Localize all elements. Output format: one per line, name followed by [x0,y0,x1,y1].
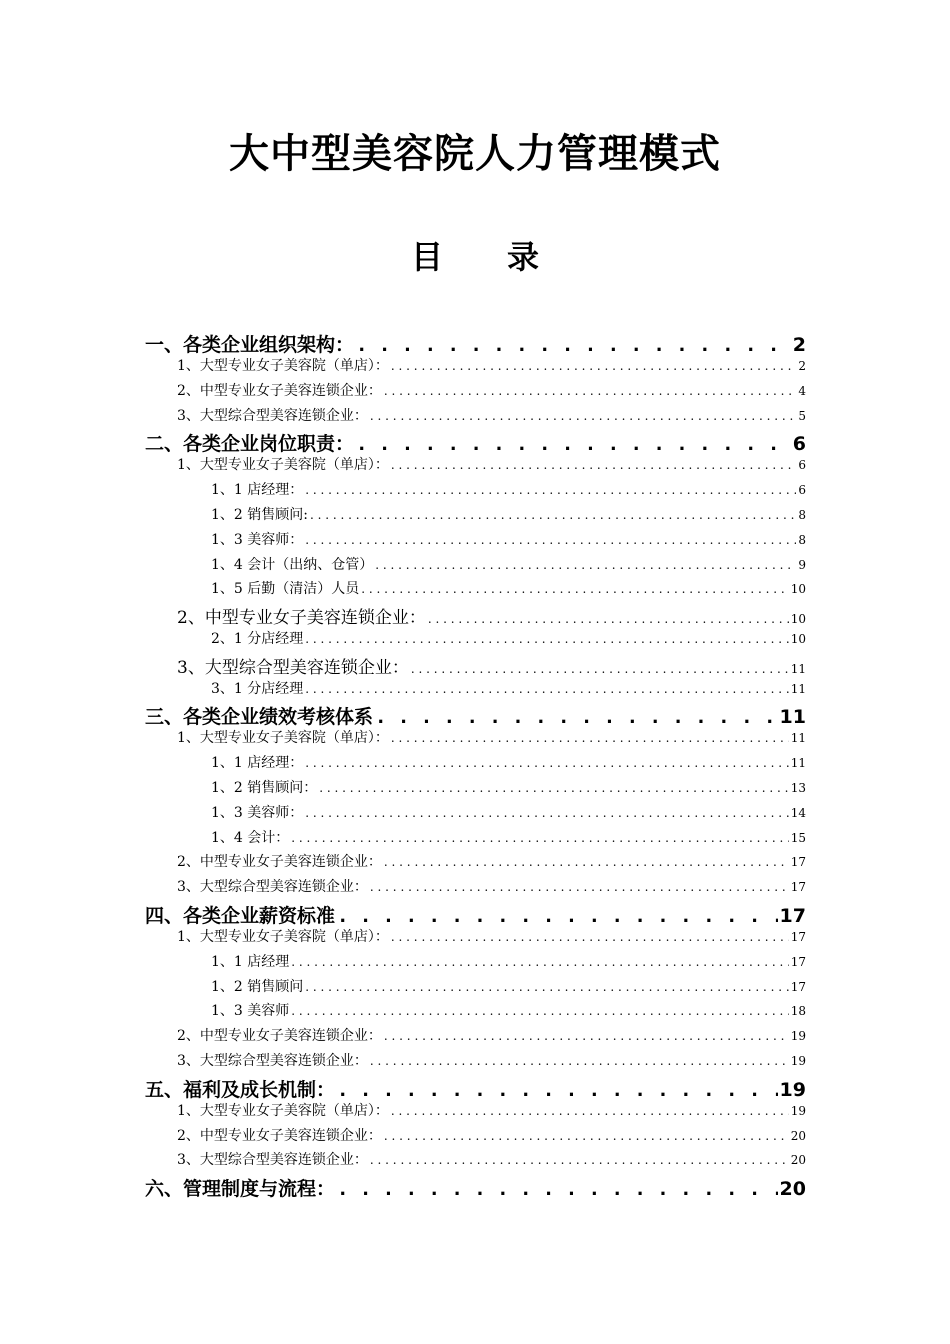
toc-entry-page-number: 6 [798,458,806,473]
toc-entry-label: 1、1 店经理 [211,953,290,970]
toc-entry-label: 2、中型专业女子美容连锁企业： [177,1127,382,1144]
toc-subsection-entry[interactable] [145,1000,806,1025]
toc-entry-label: 1、大型专业女子美容院（单店）： [177,928,389,945]
toc-entry-page-number: 6 [792,433,806,455]
toc-dot-leader [384,384,796,398]
toc-dot-leader [337,1079,778,1100]
toc-subsection-entry[interactable] [145,653,806,678]
toc-dot-leader [305,483,796,497]
toc-dot-leader [356,334,791,355]
toc-entry-page-number: 6 [798,483,806,498]
toc-entry-label: 1、3 美容师 [211,1003,290,1020]
toc-section-entry[interactable] [145,901,806,926]
toc-entry-page-number: 4 [798,383,806,398]
toc-subsection-entry[interactable] [145,355,806,380]
toc-section-entry[interactable] [145,429,806,454]
toc-entry-page-number: 11 [790,681,806,696]
toc-subsection-entry[interactable] [145,827,806,852]
toc-entry-label: 六、管理制度与流程： [145,1178,336,1200]
toc-entry-page-number: 19 [779,1078,806,1100]
toc-entry-page-number: 17 [790,855,806,870]
toc-subsection-entry[interactable] [145,578,806,603]
toc-entry-page-number: 8 [798,532,806,547]
toc-entry-page-number: 20 [790,1153,806,1168]
toc-entry-label: 1、2 销售顾问: [211,506,308,523]
toc-entry-page-number: 17 [790,979,806,994]
toc-dot-leader [375,706,778,727]
toc-subsection-entry[interactable] [145,926,806,951]
toc-dot-leader [305,533,796,547]
toc-entry-page-number: 19 [790,1053,806,1068]
toc-dot-leader [384,1129,789,1143]
toc-entry-label: 1、2 销售顾问 [211,978,304,995]
toc-subsection-entry[interactable] [145,405,806,430]
toc-section-entry[interactable] [145,330,806,355]
toc-subsection-entry[interactable] [145,976,806,1001]
toc-entry-page-number: 14 [790,805,806,820]
toc-dot-leader [310,508,796,522]
toc-dot-leader [391,731,789,745]
toc-entry-page-number: 13 [790,780,806,795]
toc-entry-label: 一、各类企业组织架构： [145,334,355,355]
toc-entry-label: 2、中型专业女子美容连锁企业： [177,1028,382,1045]
toc-entry-page-number: 20 [790,1128,806,1143]
toc-entry-label: 3、大型综合型美容连锁企业： [177,1152,368,1169]
toc-entry-label: 1、1 店经理： [211,755,304,772]
toc-entry-label: 1、5 后勤（清洁）人员 [211,581,360,598]
toc-entry-label: 五、福利及成长机制： [145,1078,336,1100]
table-of-contents [145,330,806,1199]
toc-entry-label: 3、大型综合型美容连锁企业： [177,879,368,896]
toc-dot-leader [375,558,796,572]
toc-subsection-entry[interactable] [145,851,806,876]
toc-subsection-entry[interactable] [145,554,806,579]
toc-dot-leader [384,855,789,869]
toc-dot-leader [391,359,796,373]
toc-entry-label: 3、大型综合型美容连锁企业： [177,407,368,424]
toc-dot-leader [305,632,788,646]
toc-dot-leader [356,433,791,454]
toc-dot-leader [305,682,788,696]
toc-entry-page-number: 19 [790,1103,806,1118]
toc-subsection-entry[interactable] [145,1125,806,1150]
toc-entry-label: 1、4 会计（出纳、仓管） [211,556,374,573]
toc-subsection-entry[interactable] [145,454,806,479]
document-title: 大中型美容院人力管理模式 [229,131,721,177]
toc-entry-label: 四、各类企业薪资标准 [145,904,336,926]
toc-entry-label: 1、4 会计： [211,829,290,846]
toc-dot-leader [384,1029,789,1043]
toc-subsection-entry[interactable] [145,777,806,802]
toc-entry-page-number: 10 [790,612,806,627]
toc-dot-leader [319,781,788,795]
toc-subsection-entry[interactable] [145,529,806,554]
toc-entry-page-number: 5 [798,408,806,423]
toc-subsection-entry[interactable] [145,1149,806,1174]
toc-dot-leader [411,662,789,676]
toc-section-entry[interactable] [145,1174,806,1199]
toc-dot-leader [391,1104,789,1118]
toc-subsection-entry[interactable] [145,802,806,827]
toc-dot-leader [337,1178,778,1199]
toc-dot-leader [305,806,788,820]
toc-entry-page-number: 10 [790,582,806,597]
toc-entry-page-number: 17 [790,929,806,944]
toc-entry-page-number: 19 [790,1029,806,1044]
toc-dot-leader [428,612,789,626]
toc-section-entry[interactable] [145,702,806,727]
toc-entry-label: 1、1 店经理： [211,482,304,499]
toc-subsection-entry[interactable] [145,1100,806,1125]
toc-entry-page-number: 11 [790,661,806,676]
toc-entry-label: 2、中型专业女子美容连锁企业： [177,608,426,628]
toc-dot-leader [391,458,796,472]
toc-entry-page-number: 9 [798,557,806,572]
toc-entry-label: 3、大型综合型美容连锁企业： [177,657,409,678]
toc-dot-leader [337,905,778,926]
toc-entry-label: 3、大型综合型美容连锁企业： [177,1052,368,1069]
toc-entry-page-number: 8 [798,507,806,522]
toc-dot-leader [370,1054,789,1068]
toc-subsection-entry[interactable] [145,1025,806,1050]
toc-entry-page-number: 17 [779,904,806,926]
toc-heading: 目 录 [410,238,539,276]
toc-dot-leader [291,955,788,969]
toc-entry-label: 1、大型专业女子美容院（单店）： [177,1102,389,1119]
toc-entry-page-number: 10 [790,631,806,646]
toc-dot-leader [291,831,788,845]
toc-dot-leader [305,756,788,770]
toc-subsection-entry[interactable] [145,951,806,976]
toc-subsection-entry[interactable] [145,628,806,653]
toc-subsection-entry[interactable] [145,479,806,504]
toc-entry-page-number: 11 [790,731,806,746]
toc-subsection-entry[interactable] [145,876,806,901]
toc-entry-page-number: 18 [790,1004,806,1019]
toc-dot-leader [361,582,788,596]
toc-dot-leader [391,930,789,944]
toc-dot-leader [305,980,788,994]
toc-entry-page-number: 15 [790,830,806,845]
toc-entry-label: 三、各类企业绩效考核体系 [145,706,374,728]
toc-subsection-entry[interactable] [145,380,806,405]
toc-entry-label: 2、中型专业女子美容连锁企业： [177,854,382,871]
toc-entry-page-number: 17 [790,880,806,895]
toc-subsection-entry[interactable] [145,727,806,752]
toc-entry-page-number: 2 [792,334,806,355]
toc-entry-label: 2、1 分店经理 [211,630,304,647]
toc-entry-label: 1、大型专业女子美容院（单店）： [177,457,389,474]
toc-subsection-entry[interactable] [145,504,806,529]
toc-subsection-entry[interactable] [145,603,806,628]
toc-subsection-entry[interactable] [145,752,806,777]
toc-entry-page-number: 11 [779,706,806,728]
toc-subsection-entry[interactable] [145,678,806,703]
toc-entry-label: 1、2 销售顾问： [211,779,318,796]
toc-entry-label: 1、3 美容师： [211,804,304,821]
toc-dot-leader [370,409,796,423]
toc-entry-label: 二、各类企业岗位职责： [145,433,355,455]
toc-dot-leader [291,1004,788,1018]
toc-entry-label: 3、1 分店经理 [211,680,304,697]
toc-entry-page-number: 2 [798,359,806,373]
toc-entry-label: 1、大型专业女子美容院（单店）： [177,730,389,747]
toc-dot-leader [370,880,789,894]
toc-entry-page-number: 20 [779,1178,806,1200]
toc-entry-page-number: 17 [790,954,806,969]
toc-entry-label: 1、3 美容师： [211,531,304,548]
toc-section-entry[interactable] [145,1075,806,1100]
toc-subsection-entry[interactable] [145,1050,806,1075]
toc-dot-leader [370,1153,789,1167]
toc-entry-label: 2、中型专业女子美容连锁企业： [177,382,382,399]
toc-entry-page-number: 11 [790,756,806,771]
toc-entry-label: 1、大型专业女子美容院（单店）： [177,358,389,374]
